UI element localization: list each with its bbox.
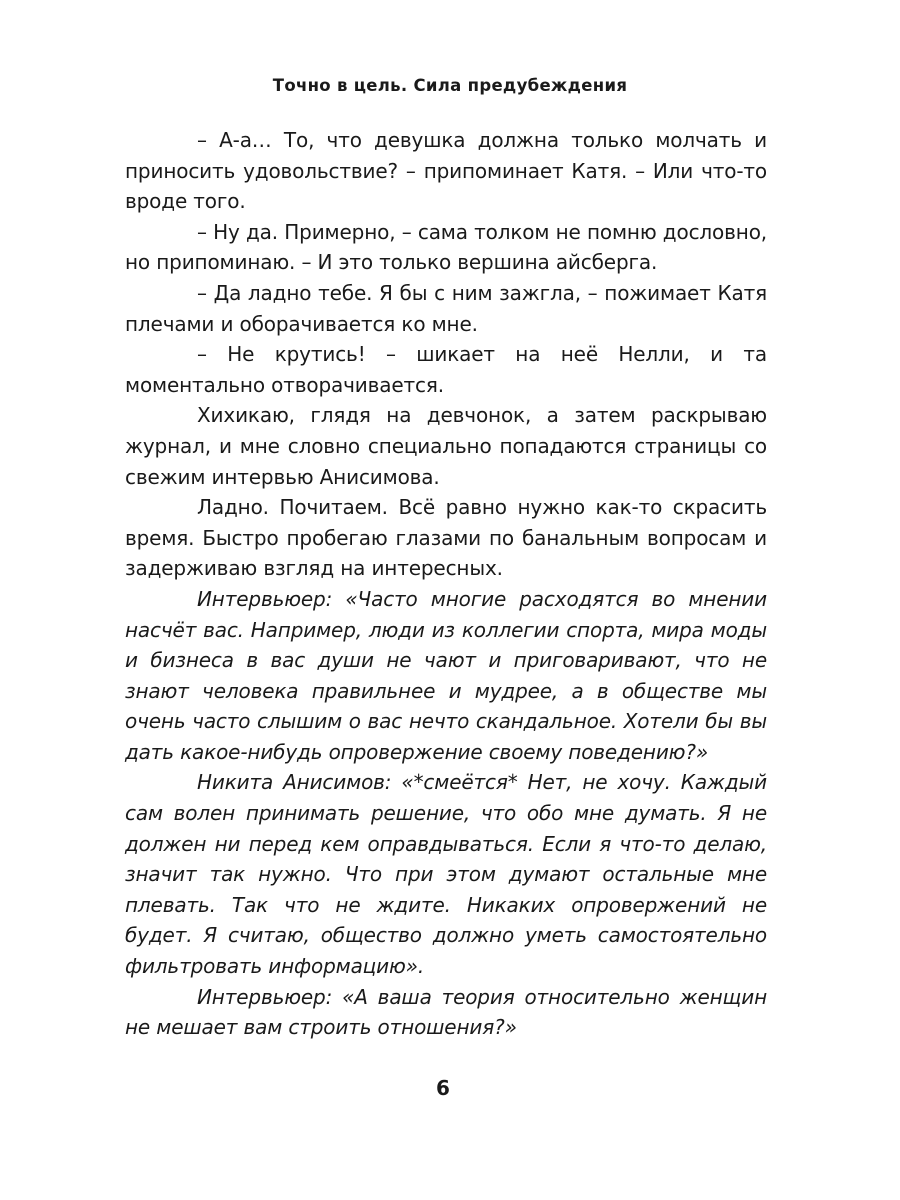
paragraph: – Ну да. Примерно, – сама толком не помню дословно, но припоминаю. – И это только вершина айсберга. bbox=[125, 219, 767, 275]
paragraph: – Не крутись! – шикает на неё Нелли, и та моментально отворачивается. bbox=[125, 342, 767, 397]
paragraph: Хихикаю, глядя на девчонок, а затем раскрываю журнал, и мне словно специально попадаются страницы со свежим интервью Анисимова. bbox=[125, 403, 767, 489]
paragraph: – Да ладно тебе. Я бы с ним зажгла, – пожимает Катя плечами и оборачивается ко мне. bbox=[125, 280, 767, 336]
body-text bbox=[125, 125, 767, 1043]
interview-quote: Интервьюер: «А ваша теория относительно женщин не мешает вам строить отношения?» bbox=[125, 984, 767, 1040]
paragraph: Ладно. Почитаем. Всё равно нужно как-то скрасить время. Быстро пробегаю глазами по банальным вопросам и задерживаю взгляд на интересных. bbox=[125, 495, 767, 581]
paragraph: – А-а… То, что девушка должна только молчать и приносить удовольствие? – припоминает Катя. – Или что-то вроде того. bbox=[125, 128, 767, 214]
running-head: Точно в цель. Сила предубеждения bbox=[272, 76, 628, 95]
page-number: 6 bbox=[436, 1076, 450, 1100]
interview-quote: Интервьюер: «Часто многие расходятся во мнении насчёт вас. Например, люди из коллегии спорта, мира моды и бизнеса в вас души не чают и приговаривают, что не знают человека правильнее и мудрее, а в обществе мы очень часто слышим о вас нечто скандальное. Хотели бы вы дать какое-нибудь опровержение своему поведению?» bbox=[125, 586, 767, 764]
interview-quote: Никита Анисимов: «*смеётся* Нет, не хочу. Каждый сам волен принимать решение, что обо мне думать. Я не должен ни перед кем оправдываться. Если я что-то делаю, значит так нужно. Что при этом думают остальные мне плевать. Так что не ждите. Никаких опровержений не будет. Я считаю, общество должно уметь самостоятельно фильтровать информацию». bbox=[125, 770, 767, 979]
